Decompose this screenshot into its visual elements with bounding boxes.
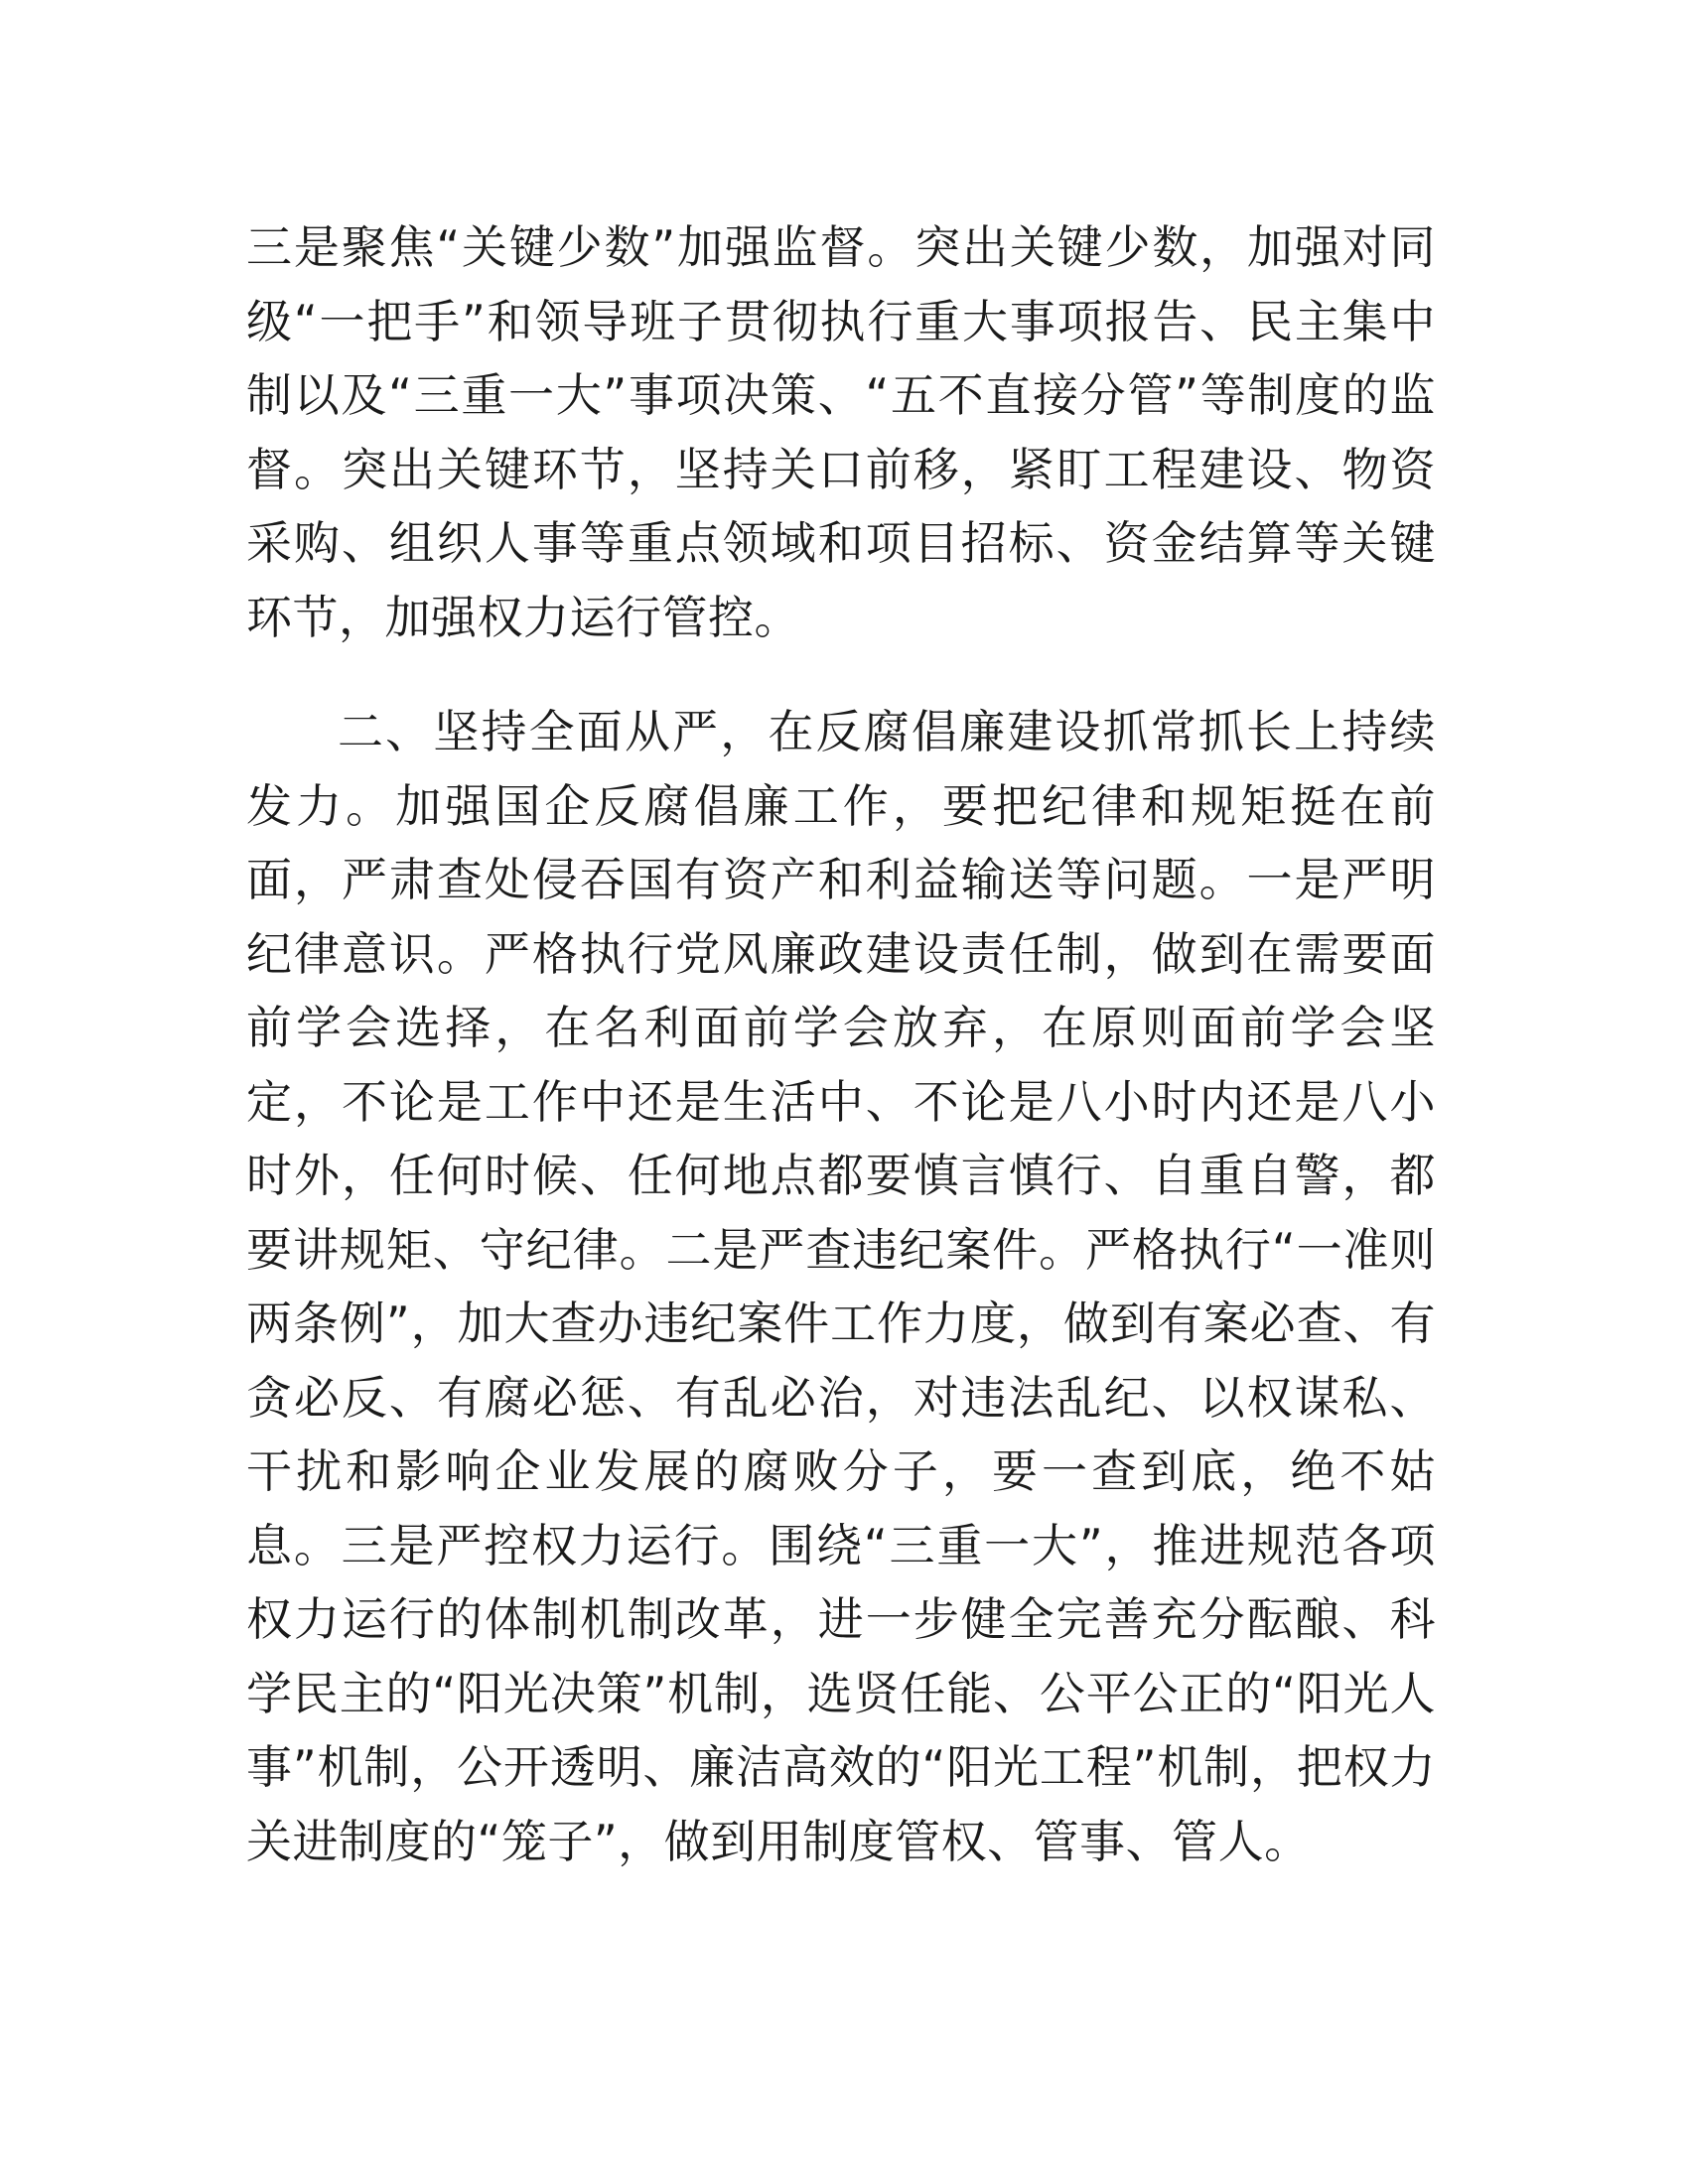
paragraph-anti-corruption: 二、坚持全面从严，在反腐倡廉建设抓常抓长上持续发力。加强国企反腐倡廉工作，要把纪律和规矩挺在前面，严肃查处侵吞国有资产和利益输送等问题。一是严明纪律意识。严格执行党风廉政建设责任制，做到在需要面前学会选择，在名利面前学会放弃，在原则面前学会坚定，不论是工作中还是生活中、不论是八小时内还是八小时外，任何时候、任何地点都要慎言慎行、自重自警，都要讲规矩、守纪律。二是严查违纪案件。严格执行“一准则两条例”，加大查办违纪案件工作力度，做到有案必查、有贪必反、有腐必惩、有乱必治，对违法乱纪、以权谋私、干扰和影响企业发展的腐败分子，要一查到底，绝不姑息。三是严控权力运行。围绕“三重一大”，推进规范各项权力运行的体制机制改革，进一步健全完善充分酝酿、科学民主的“阳光决策”机制，选贤任能、公平公正的“阳光人事”机制，公开透明、廉洁高效的“阳光工程”机制，把权力关进制度的“笼子”，做到用制度管权、管事、管人。: [246, 705, 1436, 1868]
paragraph-key-minority-supervision: 三是聚焦“关键少数”加强监督。突出关键少数，加强对同级“一把手”和领导班子贯彻执行重大事项报告、民主集中制以及“三重一大”事项决策、“五不直接分管”等制度的监督。突出关键环节，坚持关口前移，紧盯工程建设、物资采购、组织人事等重点领域和项目招标、资金结算等关键环节，加强权力运行管控。: [246, 220, 1436, 644]
